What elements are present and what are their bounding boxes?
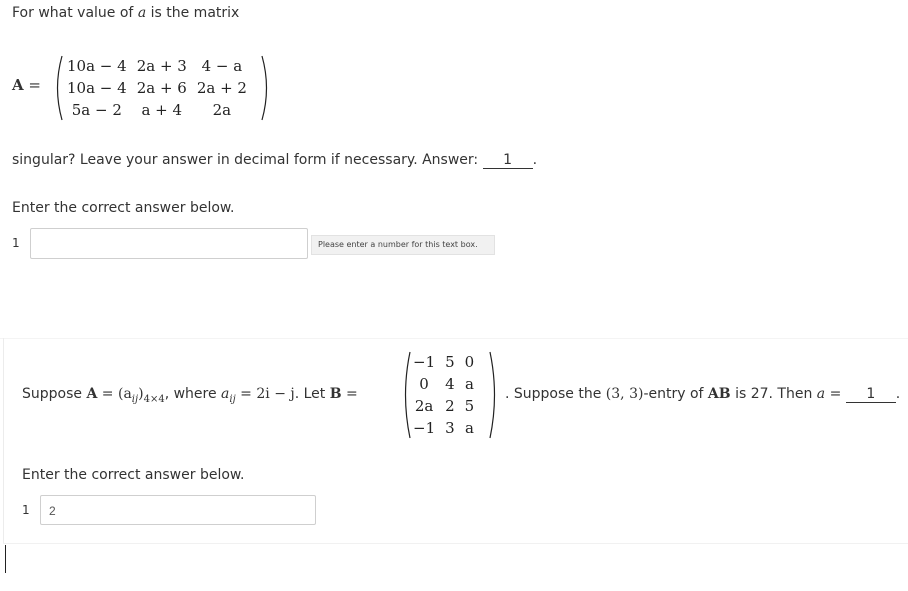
q2-cell: a	[464, 419, 474, 437]
q1-row	[62, 55, 252, 77]
q2-def-sub: ij	[131, 393, 139, 405]
q1-matrix-name: A	[12, 76, 24, 94]
q2-def-part1: = (a	[101, 386, 132, 402]
q2-aij-def: = 2i − j	[240, 386, 295, 402]
q2-divider-top	[0, 338, 908, 339]
q2-cell: −1	[413, 419, 436, 437]
q1-matrix-label	[12, 76, 41, 94]
q2-row	[408, 395, 479, 417]
q2-aij-sub: ij	[229, 393, 236, 405]
q1-question-text: singular? Leave your answer in decimal form if necessary. Answer:	[12, 152, 479, 168]
q1-answer-blank: 1	[483, 152, 533, 169]
q2-matrix-table	[408, 351, 479, 439]
q1-answer-input[interactable]	[30, 228, 308, 259]
q2-A: A	[86, 386, 98, 402]
q2-statement	[22, 386, 358, 405]
q1-cell: 4 − a	[201, 57, 243, 75]
q2-cell: 2	[445, 397, 455, 415]
q2-row	[408, 373, 479, 395]
q2-def	[101, 386, 165, 405]
q2-cell: 5	[445, 353, 455, 371]
q1-period: .	[532, 152, 538, 168]
q1-input-hint: Please enter a number for this text box.	[311, 235, 495, 255]
q2-tail-2: -entry of	[643, 386, 704, 402]
q2-enter-label: Enter the correct answer below.	[22, 467, 245, 483]
q2-answer-blank: 1	[846, 386, 896, 403]
q2-equals: =	[346, 386, 358, 402]
q1-matrix	[52, 55, 274, 121]
q2-cell: 0	[419, 375, 429, 393]
q1-cell: 10a − 4	[67, 57, 127, 75]
q2-cell: 0	[464, 353, 475, 371]
q2-aij	[221, 386, 295, 405]
q2-cell: 3	[445, 419, 455, 437]
q2-a-eq: =	[829, 386, 842, 402]
q2-where: , where	[164, 386, 217, 402]
q2-cell: 4	[445, 375, 455, 393]
q2-tail-1: . Suppose the	[505, 386, 602, 402]
q2-cell: 5	[464, 397, 475, 415]
q1-cell: 2a + 3	[136, 57, 187, 75]
q1-cell: 2a	[212, 101, 232, 119]
q2-tail	[505, 386, 900, 403]
q1-equals: =	[28, 76, 41, 94]
q2-aij-var: a	[221, 386, 230, 402]
q2-let: . Let	[294, 386, 326, 402]
q2-divider-left	[3, 338, 4, 543]
q2-B: B	[329, 386, 342, 402]
q2-row	[408, 417, 479, 439]
q2-row	[408, 351, 479, 373]
text-cursor	[5, 545, 6, 573]
q2-suppose: Suppose	[22, 386, 83, 402]
q2-period: .	[895, 386, 901, 402]
q1-input-number: 1	[12, 236, 20, 250]
q1-intro-var: a	[137, 5, 147, 21]
q2-def-size: 4×4	[143, 393, 165, 405]
q2-divider-bottom	[3, 543, 908, 544]
q1-right-paren	[260, 55, 272, 121]
q1-cell: 10a − 4	[67, 79, 127, 97]
q1-cell: 2a + 2	[196, 79, 247, 97]
q1-cell: 2a + 6	[136, 79, 187, 97]
q1-cell: a + 4	[141, 101, 183, 119]
q1-intro-tail: is the matrix	[150, 5, 240, 21]
q1-row	[62, 99, 252, 121]
q2-cell: a	[464, 375, 474, 393]
q2-a-var: a	[816, 386, 826, 402]
q2-cell: −1	[413, 353, 436, 371]
q1-matrix-table	[62, 55, 252, 121]
q2-input-number: 1	[22, 503, 30, 517]
q1-row	[62, 77, 252, 99]
q2-cell: 2a	[414, 397, 434, 415]
q2-def-part2: )	[138, 386, 144, 402]
q1-enter-label: Enter the correct answer below.	[12, 200, 235, 216]
q2-right-paren	[488, 351, 500, 439]
q2-answer-input[interactable]: 2	[40, 495, 316, 525]
q2-entry: (3, 3)	[605, 386, 644, 402]
q2-tail-3: is 27. Then	[735, 386, 813, 402]
q1-intro-text: For what value of	[12, 5, 134, 21]
q1-intro	[12, 5, 239, 21]
q2-AB: AB	[707, 386, 731, 402]
q1-cell: 5a − 2	[71, 101, 122, 119]
q2-matrix	[400, 351, 502, 439]
q1-question	[12, 152, 537, 169]
